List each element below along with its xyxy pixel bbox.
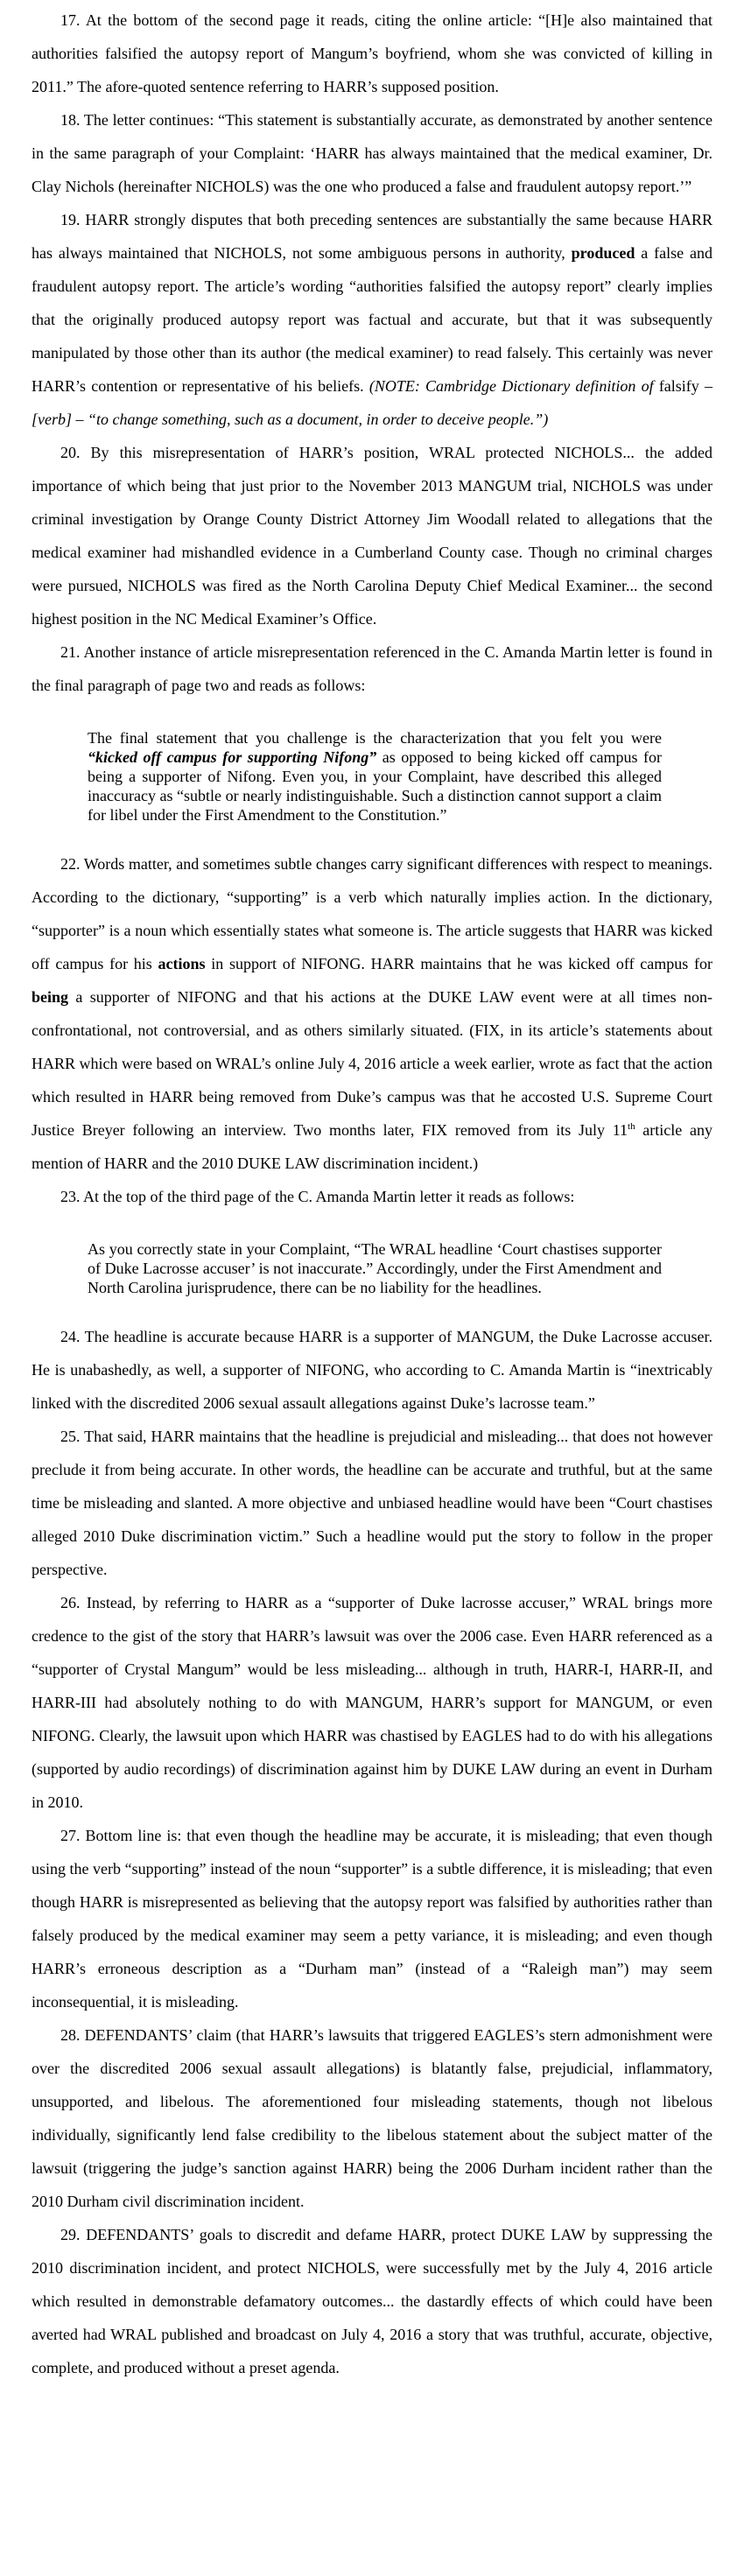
text-run: 26. Instead, by referring to HARR as a “supporter of Duke lacrosse accuser,” WRAL brings more credence to the gist of the story that HARR’s lawsuit was over the 2006 case. Even HARR referenced as a “supporter of Crystal Mangum” would be less misleading... although in truth, HARR-I, HARR-II, and HARR-III had absolutely nothing to do with MANGUM, HARR’s support for MANGUM, or even NIFONG. Clearly, the lawsuit upon which HARR was chastised by EAGLES had to do with his allegations (supported by audio recordings) of discrimination against him by DUKE LAW during an event in Durham in 2010. [32,1594,712,1811]
text-run: 27. Bottom line is: that even though the headline may be accurate, it is misleading; that even though using the verb “supporting” instead of the noun “supporter” is a subtle difference, it is misleading; that even though HARR is misrepresented as believing that the autopsy report was falsified by authorities rather than falsely produced by the medical examiner may seem a petty variance, it is misleading; and even though HARR’s erroneous description as a “Durham man” (instead of a “Raleigh man”) may seem inconsequential, it is misleading. [32,1827,712,2011]
text-run: 20. By this misrepresentation of HARR’s position, WRAL protected NICHOLS... the added importance of which being that just prior to the November 2013 MANGUM trial, NICHOLS was under criminal investigation by Orange County District Attorney Jim Woodall related to allegations that the medical examiner had mishandled evidence in a Cumberland County case. Though no criminal charges were pursued, NICHOLS was fired as the North Carolina Deputy Chief Medical Examiner... the second highest position in the NC Medical Examiner’s Office. [32,444,712,628]
text-run: 18. The letter continues: “This statement is substantially accurate, as demonstrated by another sentence in the same paragraph of your Complaint: ‘HARR has always maintained that the medical examiner, Dr. Clay Nichols (hereinafter NICHOLS) was the one who produced a false and fraudulent autopsy report.’” [32,111,712,195]
paragraph [32,2218,712,2384]
text-run: As you correctly state in your Complaint, “The WRAL headline ‘Court chastises supporter of Duke Lacrosse accuser’ is not inaccurate.” Accordingly, under the First Amendment and North Carolina jurisprudence, there can be no liability for the headlines. [88,1240,662,1296]
text-run: falsify [658,377,705,395]
paragraph [32,1586,712,1819]
paragraph [32,1320,712,1420]
block-quote [88,1239,662,1297]
text-run: (NOTE: Cambridge Dictionary definition of [368,377,659,395]
text-run: – [verb] – “to change something, such as a document, in order to deceive people.”) [32,377,712,428]
text-run: article any mention of HARR and the 2010 DUKE LAW discrimination incident.) [32,1121,712,1172]
text-run: 19. HARR strongly disputes that both preceding sentences are substantially the same because HARR has always maintained that NICHOLS, not some ambiguous persons in authority, [32,211,712,262]
text-run: a false and fraudulent autopsy report. The article’s wording “authorities falsified the autopsy report” clearly implies that the originally produced autopsy report was factual and accurate, but that it was subsequently manipulated by those other than its author (the medical examiner) to read falsely. This certainly was never HARR’s contention or representative of his beliefs. [32,244,712,395]
text-run: 28. DEFENDANTS’ claim (that HARR’s lawsuits that triggered EAGLES’s stern admonishment were over the discredited 2006 sexual assault allegations) is blatantly false, prejudicial, inflammatory, unsupported, and libelous. The aforementioned four misleading statements, though not libelous individually, significantly lend false credibility to the libelous statement about the subject matter of the lawsuit (triggering the judge’s sanction against HARR) being the 2006 Durham incident rather than the 2010 Durham civil discrimination incident. [32,2026,712,2210]
text-run: in support of NIFONG. HARR maintains that he was kicked off campus for [205,955,712,972]
text-run: being [32,988,69,1006]
paragraph [32,1819,712,2018]
text-run: a supporter of NIFONG and that his actions at the DUKE LAW event were at all times non-confrontational, not controversial, and as others similarly situated. (FIX, in its article’s statements about HARR which were based on WRAL’s online July 4, 2016 article a week earlier, wrote as fact that the action which resulted in HARR being removed from Duke’s campus was that he accosted U.S. Supreme Court Justice Breyer following an interview. Two months later, FIX removed from its July 11 [32,988,712,1139]
text-run: as opposed to being kicked off campus for being a supporter of Nifong. Even you, in your Complaint, have described this alleged inaccuracy as “subtle or nearly indistinguishable. Such a distinction cannot support a claim for libel under the First Amendment to the Constitution.” [88,748,662,824]
block-quote [88,728,662,825]
text-run: 25. That said, HARR maintains that the headline is prejudicial and misleading... that does not however preclude it from being accurate. In other words, the headline can be accurate and truthful, but at the same time be misleading and slanted. A more objective and unbiased headline would have been “Court chastises alleged 2010 Duke discrimination victim.” Such a headline would put the story to follow in the proper perspective. [32,1428,712,1578]
paragraph [32,1180,712,1213]
text-run: The final statement that you challenge is the characterization that you felt you were [88,729,662,747]
text-run: th [628,1121,635,1132]
paragraph [32,847,712,1180]
text-run: 24. The headline is accurate because HARR is a supporter of MANGUM, the Duke Lacrosse accuser. He is unabashedly, as well, a supporter of NIFONG, who according to C. Amanda Martin is “inextricably linked with the discredited 2006 sexual assault allegations against Duke’s lacrosse team.” [32,1328,712,1412]
paragraph [32,1420,712,1586]
text-run: produced [571,244,635,262]
text-run: 21. Another instance of article misrepresentation referenced in the C. Amanda Martin letter is found in the final paragraph of page two and reads as follows: [32,643,712,694]
paragraph [32,635,712,702]
paragraph [32,436,712,635]
paragraph [32,4,712,103]
text-run: 23. At the top of the third page of the C. Amanda Martin letter it reads as follows: [60,1188,575,1205]
text-run: actions [158,955,206,972]
text-run: 29. DEFENDANTS’ goals to discredit and defame HARR, protect DUKE LAW by suppressing the 2010 discrimination incident, and protect NICHOLS, were successfully met by the July 4, 2016 article which resulted in demonstrable defamatory outcomes... the dastardly effects of which could have been averted had WRAL published and broadcast on July 4, 2016 a story that was truthful, accurate, objective, complete, and produced without a preset agenda. [32,2226,712,2376]
text-run: “kicked off campus for supporting Nifong” [88,748,377,766]
text-run: 17. At the bottom of the second page it reads, citing the online article: “[H]e also maintained that authorities falsified the autopsy report of Mangum’s boyfriend, whom she was convicted of killing in 2011.” The afore-quoted sentence referring to HARR’s supposed position. [32,11,712,95]
text-run: 22. Words matter, and sometimes subtle changes carry significant differences with respect to meanings. According to the dictionary, “supporting” is a verb which naturally implies action. In the dictionary, “supporter” is a noun which essentially states what someone is. The article suggests that HARR was kicked off campus for his [32,855,712,972]
paragraph [32,103,712,203]
paragraph [32,2018,712,2218]
paragraph [32,203,712,436]
